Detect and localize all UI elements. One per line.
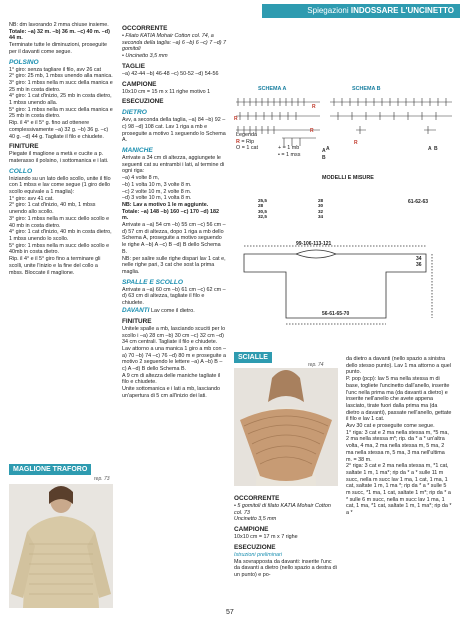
- shawl-photo: [234, 368, 338, 486]
- polsino-line: 5° giro: 1 mbss nella m succ della manica e 25 mb in costa dietro.: [9, 106, 113, 120]
- col1-p3: Terminate tutte le diminuzioni, proseguite per il davanti come segue.: [9, 42, 107, 55]
- legend-title: Legenda: [236, 132, 257, 138]
- maniche-line: –c) 2 volte 10 m, 2 volte 8 m.: [122, 188, 192, 195]
- spalle-heading: SPALLE E SCOLLO: [122, 278, 184, 286]
- legend-rip-label: = Rip: [241, 138, 255, 145]
- finiture2-line: Unite sottomanica e i lati a mb, lasciando un'apertura di 5 cm all'inizio dei lati.: [122, 386, 220, 399]
- schema-a-letter-a: A: [322, 148, 326, 154]
- col4-line: 2° riga: 3 cat e 2 ma nella stessa m, *1 cat, saltate 1 m, 1 ma*; rip da * a * sulle 11 m succ, nella m succ lav 1 ma, 1 cat, 1 ma, 1 cat, saltate 1 m, 1 ma *; rip da * a * sulle 5 m succ, *1 ma, 1 cat, saltate 1 m*; rip da * a * sulle 6 m succ, nella m succ lav 1 ma, 1 cat, 1 ma, *1 cat, saltate 1 m, 1 ma*; rip da * a *: [346, 463, 452, 517]
- svg-text:R: R: [312, 104, 316, 110]
- finiture2-line: A 9 cm di altezza delle maniche tagliate il filo e chiudete.: [122, 372, 221, 386]
- column-2: [122, 22, 226, 400]
- maniche-line: –b) 1 volta 10 m, 3 volte 8 m.: [122, 181, 192, 188]
- esecuzione-heading: ESECUZIONE: [122, 98, 164, 106]
- collo-line: Iniziando su un lato dello scollo, unite il filo con 1 mbss e lav come segue (1 giro dello scollo equivale a 1 maglia):: [9, 175, 111, 196]
- header-section: Spiegazioni: [307, 6, 349, 15]
- scialle-esecuzione-heading: ESECUZIONE: [234, 543, 276, 551]
- header-title: INDOSSARE L'UNCINETTO: [350, 6, 454, 15]
- size-left: 32,5: [258, 214, 267, 220]
- schema-b-title: SCHEMA B: [352, 86, 381, 92]
- scialle-campione-heading: CAMPIONE: [234, 526, 269, 534]
- maniche-line: –a) 4 volte 8 m,: [122, 175, 160, 182]
- sleeve-length: 61-62-63: [408, 199, 429, 205]
- size-left: 25,5: [258, 198, 267, 203]
- collo-line: 5° giro: 1 mbss nella m succ dello scollo e 40mb in costa dietro.: [9, 242, 110, 256]
- col1-p2: Totale: –a) 32 m. –b) 36 m. –c) 40 m. –d) 44 m.: [9, 28, 110, 42]
- maglione-ref: rep. 73: [94, 476, 110, 482]
- right-num: 34: [416, 256, 422, 262]
- maniche-line: NB: Lav a motivo 1 le m aggiunte.: [122, 201, 209, 208]
- svg-text:R: R: [354, 140, 358, 146]
- size-left: 28: [258, 203, 264, 209]
- column-4: [346, 356, 452, 517]
- maniche-line: –d) 3 volte 10 m, 1 volta 8 m.: [122, 195, 192, 202]
- polsino-line: 3° giro: 1 mbss nella m succ della manica e 25 mb in costa dietro.: [9, 79, 113, 93]
- schema-b-letter-b: B: [434, 146, 438, 152]
- scialle-campione-text: 10x10 cm = 17 m x 7 righe: [234, 534, 298, 541]
- maglione-title: MAGLIONE TRAFORO: [9, 464, 91, 475]
- legend-mb-symbol: +: [278, 145, 282, 151]
- schema-b-letter-a1: A: [326, 146, 330, 152]
- maniche-line: Totale: –a) 148 –b) 160 –c) 170 –d) 182 m.: [122, 208, 219, 222]
- sizes-left: [258, 198, 278, 220]
- page-number: 57: [226, 609, 234, 616]
- legend-mb-label: = 1 mb: [282, 145, 300, 151]
- polsino-line: 4° giro: 1 cat d'inizio, 25 mb in costa dietro, 1 mbss unendo alla.: [9, 93, 112, 107]
- taglie-heading: TAGLIE: [122, 62, 145, 70]
- collo-line: 1° giro: avv 41 cat.: [9, 195, 54, 202]
- collo-line: Rip. il 4° e il 5° giro fino a terminare gli scolli, unite l'inizio e la fine del collo a mbss. Bloccate il maglione.: [9, 256, 101, 276]
- legend-right: [278, 145, 328, 158]
- size-right: 32: [318, 208, 324, 214]
- finiture-heading: FINITURE: [9, 143, 39, 151]
- istruzioni-heading: Istruzioni preliminari: [234, 551, 282, 558]
- dietro-heading: DIETRO: [122, 109, 147, 117]
- maniche-line: Arrivate a 34 cm di altezza, aggiungete le seguenti cat su entrambi i lati, al termine di ogni riga:: [122, 155, 225, 175]
- davanti-text: Lav come il dietro.: [150, 307, 195, 314]
- polsino-line: Rip. il 4° e il 5° g. fino ad ottenere complessivamente –a) 32 g. –b) 36 g. –c) 40 g. –d) 44 g. Tagliate il filo e chiudete.: [9, 120, 109, 140]
- col4-line: Avv 30 cat e proseguite come segue.: [346, 423, 435, 430]
- collo-heading: COLLO: [9, 167, 33, 175]
- campione-text: 10x10 cm = 15 m x 11 righe motivo 1: [122, 88, 211, 95]
- finiture2-line: Unitele spalle a mb, lasciando scuciti per lo scollo i –a) 28 cm –b) 30 cm –c) 32 cm –d) 34 cm centrali. Tagliate il filo e chiudete.: [122, 325, 226, 346]
- size-right: 28: [318, 198, 324, 203]
- col4-line: 1° riga: 3 cat e 2 ma nella stessa m, *5 ma, 2 ma nella stessa m*; rip. da * a * un'altra volta, 4 ma, 2 ma nella stessa m, 5 ma, 2 ma nella stessa m, 5 ma, 3 ma nell'ultima m. = 38 m.: [346, 429, 449, 463]
- section-header: [262, 4, 460, 18]
- scialle-occorrente-heading: OCCORRENTE: [234, 495, 280, 502]
- scialle-ref: rep. 74: [308, 362, 324, 368]
- davanti-heading: DAVANTI: [122, 306, 150, 314]
- sweater-photo: [9, 484, 113, 608]
- collo-line: 4° giro: 1 cat d'inizio, 40 mb in costa dietro, 1 mbss unendo lo scollo.: [9, 229, 112, 242]
- column-3: [234, 492, 338, 579]
- occorrente-heading: OCCORRENTE: [122, 25, 168, 32]
- legend-mss-symbol: •: [278, 151, 280, 158]
- taglie-text: –a) 42-44 –b) 46-48 –c) 50-52 –d) 54-56: [122, 70, 219, 77]
- right-num: 36: [416, 262, 422, 268]
- size-right: 34: [318, 214, 324, 220]
- occorrente-line: • Filato KATIA Mohair Cotton col. 74, a seconda della taglia: –a) 6 –b) 6 –c) 7 –d) 7 gomitoli: [122, 33, 226, 53]
- schema-b-letter-a2: A: [428, 146, 432, 152]
- legend-cat-label: = 1 cat: [241, 145, 259, 152]
- scialle-title: SCIALLE: [234, 352, 272, 363]
- finiture2-heading: FINITURE: [122, 317, 152, 325]
- modelli-title: MODELLI E MISURE: [322, 175, 374, 181]
- maniche-line: NB: per salire sulle righe dispari lav 1 cat e, nelle righe pari, 3 cat che sost la prima maglia.: [122, 255, 226, 275]
- maniche-heading: MANICHE: [122, 147, 153, 155]
- polsino-line: 2° giro: 25 mb, 1 mbss unendo alla manica.: [9, 73, 113, 80]
- col1-p1: NB: dm lavorando 2 mma chiuse insieme.: [9, 22, 109, 28]
- column-1: [9, 22, 113, 276]
- finiture-text: Piegate il maglione a metà e cucite a p. materasso il polsino, i sottomanica e i lati.: [9, 151, 109, 164]
- campione-heading: CAMPIONE: [122, 80, 157, 88]
- size-left: 30,5: [258, 208, 267, 214]
- maniche-line: Arrivate a –a) 54 cm –b) 55 cm –c) 56 cm –d) 57 cm di altezza, dopo 1 riga a mb dello Schema A, proseguite a motivo seguendo le righe A –b) A –c) B –d) B dello Schema B.: [122, 222, 226, 255]
- svg-text:R: R: [234, 116, 238, 122]
- occorrente-line: • Uncinetto 3,5 mm: [122, 53, 168, 60]
- ma-sovrapposta-text: Ma sovrapposta da davanti: inserite l'unc da davanti a dietro (nello spazio a destra di un punto) e po-: [234, 558, 337, 578]
- schema-a-title: SCHEMA A: [258, 86, 287, 92]
- scialle-occorrente-line: Uncinetto 3,5 mm: [234, 516, 277, 523]
- collo-line: 3° giro: 1 mbss nella m succ dello scollo e 40 mb in costa dietro.: [9, 215, 110, 229]
- size-right: 30: [318, 203, 324, 209]
- polsino-line: 1° giro: senza tagliare il filo, avv 26 cat: [9, 66, 102, 73]
- collo-line: 2° giro: 1 cat d'inizio, 40 mb, 1 mbss unendo allo scollo.: [9, 202, 96, 216]
- polsino-heading: POLSINO: [9, 58, 39, 66]
- spalle-text: Arrivate a –a) 60 cm –b) 61 cm –c) 62 cm –d) 63 cm di altezza, tagliate il filo e chiudete.: [122, 286, 226, 307]
- finiture2-line: Lav attorno a una manica 1 giro a mb con –a) 70 –b) 74 –c) 76 –d) 80 m e proseguite a motivo 2 seguendo le lettere –a) A –b) B –c) A –d) B dello Schema B.: [122, 345, 226, 373]
- legend-cat-symbol: O: [236, 145, 241, 152]
- scialle-occorrente-line: • 5 gomitoli di filato KATIA Mohair Cotton col. 73: [234, 503, 331, 516]
- schema-a-letter-b: B: [322, 155, 326, 161]
- schema-b-chart: [326, 94, 456, 150]
- col4-line: da dietro a davanti (nello spazio a sinistra dello stesso punto). Lav 1 ma attorno a quel punto.: [346, 356, 451, 376]
- col4-line: P. pop (pcp): lav 5 ma nella stessa m di base, togliete l'uncinetto dall'anello, inserite l'unc nella prima ma (da davanti a dietro) e inserite nell'anello che avete appena lasciato, tirate fuori dalla prima ma (da dietro a davanti), passate nell'anello, gettate il filo e lav 1 cat.: [346, 376, 452, 423]
- dietro-text: Avv, a seconda della taglia, –a) 84 –b) 92 –c) 98 –d) 108 cat. Lav 1 riga a mb e proseguite a motivo 1 seguendo lo Schema A.: [122, 117, 226, 144]
- legend-mss-label: = 1 mss: [281, 151, 301, 158]
- sizes-right: [318, 198, 338, 220]
- top-width: 99-106-113-121: [296, 241, 332, 247]
- bottom-width: 56-61-65-70: [322, 311, 350, 317]
- legend-rip-symbol: R: [236, 138, 240, 145]
- svg-text:R: R: [310, 128, 314, 134]
